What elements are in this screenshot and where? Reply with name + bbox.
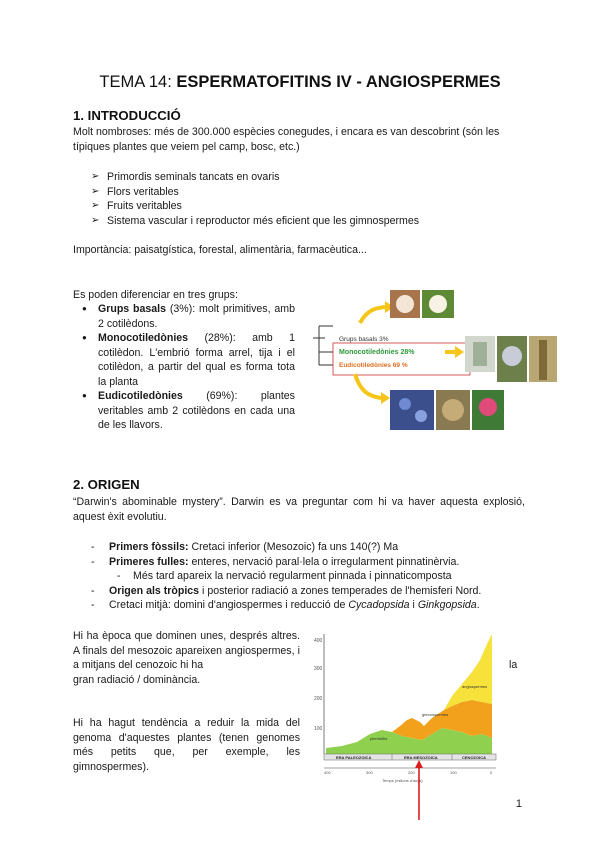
- list-item: ➢ Flors veritables: [91, 185, 511, 200]
- list-item-primers-fossils: - Primers fòssils: Cretaci inferior (Mesozoic) fa uns 140(?) Ma: [91, 540, 521, 555]
- arrow-yellow-3: [355, 374, 381, 398]
- figure-label-eudi: Eudicotiledònies 69 %: [339, 362, 408, 369]
- photo-basal-2-flower: [429, 295, 447, 313]
- label-box: [333, 343, 470, 375]
- photo-eudi-1-flower: [399, 398, 411, 410]
- photo-basal-1-flower: [396, 295, 414, 313]
- section-heading-introduccio: 1. INTRODUCCIÓ: [73, 108, 181, 123]
- list-item-cretaci-mitja: - Cretaci mitjà: domini d'angiospermes i reducció de Cycadopsida i Ginkgopsida.: [91, 598, 521, 613]
- photo-eudi-3-flower: [479, 398, 497, 416]
- list-item-origen-tropics: - Origen als tròpics i posterior radiació a zones temperades de l'hemisferi Nord.: [91, 584, 521, 599]
- marker-arrow-icon: [415, 760, 423, 768]
- era-label-cenozoica: CENOZOICA: [462, 755, 486, 760]
- groups-list: [78, 302, 295, 433]
- origin-paragraph: “Darwin's abominable mystery”. Darwin es va preguntar com hi va haver aquesta explosió, aquest èxit evolutiu.: [73, 496, 525, 523]
- figure-label-basals: Grups basals 3%: [339, 336, 389, 343]
- x-tick-label: 0: [490, 770, 493, 775]
- era-paragraph-overflow: la: [509, 659, 518, 671]
- band-angiosperms: [444, 634, 492, 710]
- list-item-eudicotiledonies: ● Eudicotiledònies (69%): plantes veritables amb 2 cotilèdons en cada una de les llavors.: [78, 389, 295, 433]
- photo-eudi-1-flower: [415, 410, 427, 422]
- diversity-chart: [312, 630, 502, 820]
- x-axis-caption: Temps (milions d'anys): [382, 778, 423, 783]
- photo-eudi-2-detail: [442, 399, 464, 421]
- bracket-lines: [313, 326, 333, 365]
- y-label: 300: [314, 666, 323, 672]
- list-item: ➢ Fruits veritables: [91, 199, 511, 214]
- band-label-gymno: gimnospermes: [422, 712, 449, 717]
- section-heading-origen: 2. ORIGEN: [73, 477, 140, 492]
- y-label: 100: [314, 726, 323, 732]
- x-tick-label: 400: [324, 770, 331, 775]
- photo-mono-2-flower: [502, 346, 522, 366]
- photo-mono-1-detail: [473, 342, 487, 366]
- era-label-mesozoica: ERA MESOZOICA: [404, 755, 438, 760]
- x-tick-label: 100: [450, 770, 457, 775]
- diversity-chart-svg: [312, 630, 502, 820]
- era-paragraph: Hi ha època que dominen unes, després altres. A finals del mesozoic apareixen angiospermes, i a mitjans del cenozoic hi ha: [73, 630, 300, 671]
- list-item-nervacio: - Més tard apareix la nervació regularment pinnada i pinnaticomposta: [91, 569, 521, 584]
- band-label-angio: angiospermes: [462, 684, 488, 689]
- groups-figure: [305, 290, 563, 438]
- figure-label-mono: Monocotiledònies 28%: [339, 349, 415, 356]
- photo-mono-3-detail: [539, 340, 547, 380]
- arrow-yellow-1: [360, 307, 385, 323]
- x-tick-label: 200: [408, 770, 415, 775]
- y-label: 200: [314, 696, 323, 702]
- list-item-primeres-fulles: - Primeres fulles: enteres, nervació paral·lela o irregularment pinnatinèrvia.: [91, 555, 521, 570]
- page-number: 1: [515, 798, 522, 810]
- photo-eudi-1: [390, 390, 434, 430]
- origin-list: [91, 540, 521, 613]
- arrow-head-icon: [455, 346, 464, 358]
- arrow-head-icon: [381, 392, 390, 404]
- era-paragraph-end: gran radiació / dominància.: [73, 674, 201, 686]
- genome-paragraph: Hi ha hagut tendència a reduir la mida del genoma d'aquestes plantes (tenen genomes més petits que, per exemple, les gimnospermes).: [73, 717, 300, 773]
- band-label-pteri: pteridòfits: [370, 736, 388, 741]
- intro-bullet-list: [91, 170, 511, 228]
- importance-line: Importància: paisatgística, forestal, alimentària, farmacèutica...: [73, 244, 367, 256]
- x-tick-label: 300: [366, 770, 373, 775]
- intro-paragraph: Molt nombroses: més de 300.000 espècies conegudes, i encara es van descobrint (són les típiques plantes que veiem pel camp, bosc, etc.): [73, 126, 500, 153]
- list-item-monocotiledonies: ● Monocotiledònies (28%): amb 1 cotilèdon. L'embrió forma arrel, tija i el cotilèdon, a partir del qual es forma tota la planta: [78, 331, 295, 389]
- list-item-grups-basals: ● Grups basals (3%): molt primitives, amb 2 cotilèdons.: [78, 302, 295, 331]
- list-item: ➢ Primordis seminals tancats en ovaris: [91, 170, 511, 185]
- list-item: ➢ Sistema vascular i reproductor més eficient que les gimnospermes: [91, 214, 511, 229]
- groups-lead: Es poden diferenciar en tres grups:: [73, 289, 238, 301]
- era-label-paleozoica: ERA PALEOZOICA: [336, 755, 372, 760]
- page-title: TEMA 14: ESPERMATOFITINS IV - ANGIOSPERMES: [99, 73, 501, 91]
- y-label: 400: [314, 638, 323, 644]
